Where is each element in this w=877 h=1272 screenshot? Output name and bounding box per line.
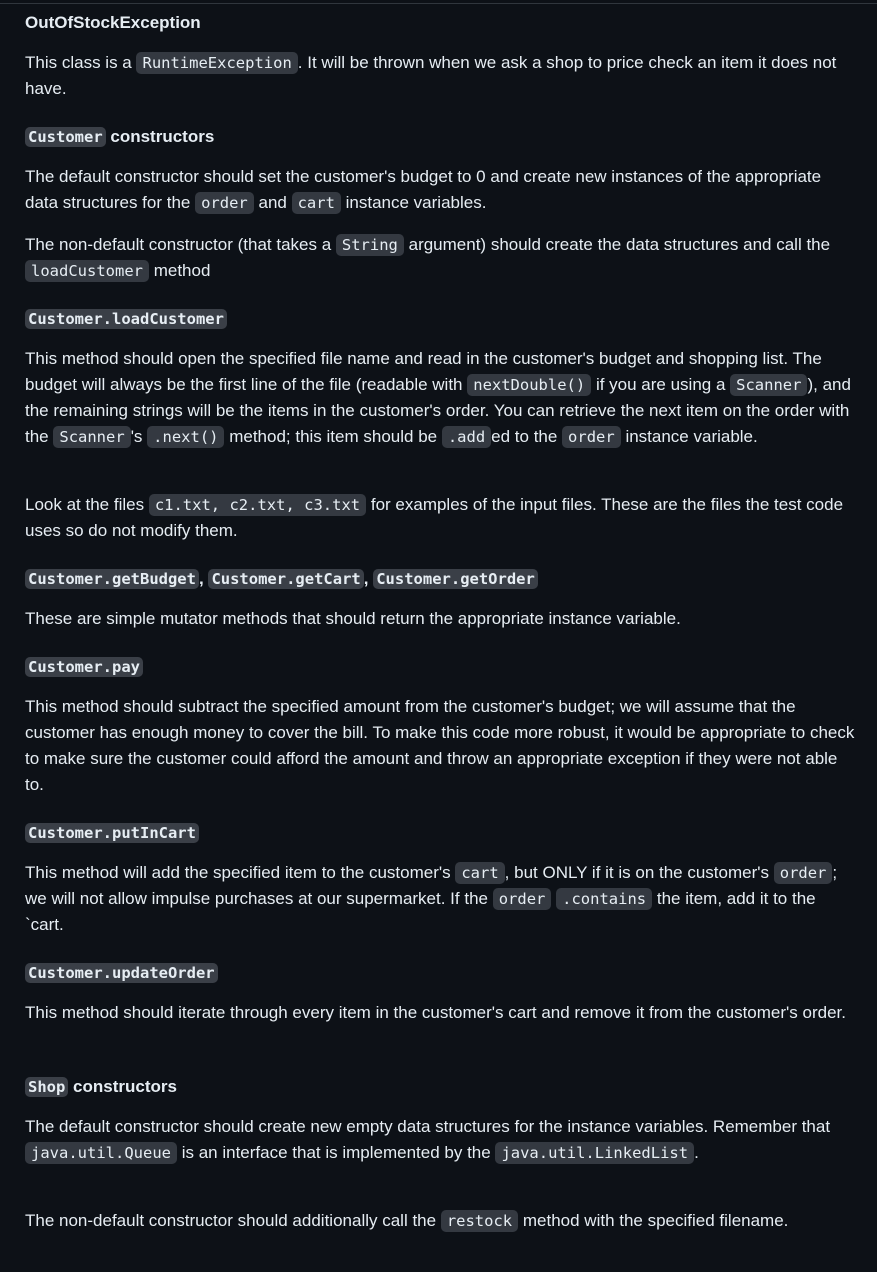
code-order: order bbox=[562, 426, 621, 448]
text: These are simple mutator methods that should return the appropriate instance variable. bbox=[25, 609, 681, 628]
code-add: .add bbox=[442, 426, 491, 448]
code-shop: Shop bbox=[25, 1077, 68, 1097]
code-string: String bbox=[336, 234, 404, 256]
code-customer: Customer bbox=[25, 127, 106, 147]
code-cart: cart bbox=[455, 862, 504, 884]
paragraph-shop-default-constructor bbox=[25, 1114, 855, 1166]
code-customer-loadcustomer: Customer.loadCustomer bbox=[25, 309, 227, 329]
text: . bbox=[694, 1143, 699, 1162]
text: is an interface that is implemented by the bbox=[176, 1143, 496, 1162]
paragraph-outofstock-description bbox=[25, 50, 855, 102]
text: The default constructor should set the customer's budget to 0 and create new instances of the appropriate data structures for the bbox=[25, 167, 822, 212]
text: This method should open the specified file name and read in the customer's budget and shopping list. The budget will always be the first line of the file (readable with bbox=[25, 349, 822, 394]
text: argument) should create the data structures and call the bbox=[403, 235, 831, 254]
text: ed to the bbox=[491, 427, 563, 446]
text: The non-default constructor (that takes a bbox=[25, 235, 336, 254]
top-divider bbox=[0, 3, 877, 4]
paragraph-shop-nondefault-constructor bbox=[25, 1208, 855, 1234]
code-order: order bbox=[195, 192, 254, 214]
code-contains: .contains bbox=[556, 888, 652, 910]
text: This method will add the specified item to the customer's bbox=[25, 863, 456, 882]
text: method; this item should be bbox=[224, 427, 442, 446]
paragraph-getters bbox=[25, 606, 855, 632]
paragraph-input-files bbox=[25, 492, 855, 544]
code-order: order bbox=[493, 888, 552, 910]
text: The non-default constructor should additionally call the bbox=[25, 1211, 441, 1230]
heading-text: constructors bbox=[105, 127, 215, 146]
text: instance variable. bbox=[620, 427, 758, 446]
code-customer-putincart: Customer.putInCart bbox=[25, 823, 199, 843]
text: , but ONLY if it is on the customer's bbox=[504, 863, 774, 882]
heading-getters bbox=[25, 566, 855, 592]
text: Look at the files bbox=[25, 495, 149, 514]
text: instance variables. bbox=[340, 193, 487, 212]
separator: , bbox=[198, 569, 209, 588]
code-getbudget: Customer.getBudget bbox=[25, 569, 199, 589]
paragraph-updateorder bbox=[25, 1000, 855, 1026]
code-customer-updateorder: Customer.updateOrder bbox=[25, 963, 218, 983]
code-customer-pay: Customer.pay bbox=[25, 657, 143, 677]
text: This method should subtract the specified amount from the customer's budget; we will assume that the customer has enough money to cover the bill. To make this code more robust, it would be appropriate to check to make sure the customer could afford the amount and throw an appropriate exception if they were not able to. bbox=[25, 697, 855, 794]
text: and bbox=[253, 193, 292, 212]
code-order: order bbox=[774, 862, 833, 884]
code-nextdouble: nextDouble() bbox=[467, 374, 591, 396]
heading-outofstockexception bbox=[25, 10, 855, 36]
heading-updateorder bbox=[25, 960, 855, 986]
paragraph-putincart bbox=[25, 860, 855, 938]
code-getorder: Customer.getOrder bbox=[373, 569, 538, 589]
section-title: OutOfStockException bbox=[25, 13, 201, 32]
text: ; we will not allow impulse purchases at our supermarket. If the bbox=[25, 863, 838, 908]
heading-customer-constructors bbox=[25, 124, 855, 150]
code-getcart: Customer.getCart bbox=[208, 569, 363, 589]
text: 's bbox=[130, 427, 148, 446]
code-runtimeexception: RuntimeException bbox=[136, 52, 297, 74]
text: the item, add it to the `cart. bbox=[25, 889, 816, 934]
heading-loadcustomer bbox=[25, 306, 855, 332]
code-loadcustomer: loadCustomer bbox=[25, 260, 149, 282]
code-input-files: c1.txt, c2.txt, c3.txt bbox=[149, 494, 366, 516]
code-java-util-queue: java.util.Queue bbox=[25, 1142, 177, 1164]
paragraph-pay bbox=[25, 694, 855, 798]
text: The default constructor should create new empty data structures for the instance variables. Remember that bbox=[25, 1117, 831, 1136]
code-restock: restock bbox=[441, 1210, 518, 1232]
separator: , bbox=[363, 569, 374, 588]
text: method bbox=[148, 261, 211, 280]
paragraph-loadcustomer-description bbox=[25, 346, 855, 450]
text: method with the specified filename. bbox=[518, 1211, 789, 1230]
text: This class is a bbox=[25, 53, 137, 72]
heading-text: constructors bbox=[68, 1077, 177, 1096]
text: for examples of the input files. These are the files the test code uses so do not modify them. bbox=[25, 495, 844, 540]
code-next: .next() bbox=[147, 426, 224, 448]
code-scanner: Scanner bbox=[730, 374, 807, 396]
paragraph-nondefault-constructor bbox=[25, 232, 855, 284]
code-cart: cart bbox=[292, 192, 341, 214]
paragraph-default-constructor bbox=[25, 164, 855, 216]
code-java-util-linkedlist: java.util.LinkedList bbox=[495, 1142, 694, 1164]
text: if you are using a bbox=[591, 375, 731, 394]
text: This method should iterate through every item in the customer's cart and remove it from the customer's order. bbox=[25, 1003, 846, 1022]
code-scanner: Scanner bbox=[53, 426, 130, 448]
text: . It will be thrown when we ask a shop to price check an item it does not have. bbox=[25, 53, 837, 98]
heading-shop-constructors bbox=[25, 1074, 855, 1100]
text: ), and the remaining strings will be the items in the customer's order. You can retrieve the next item on the order with the bbox=[25, 375, 851, 446]
heading-pay bbox=[25, 654, 855, 680]
heading-putincart bbox=[25, 820, 855, 846]
